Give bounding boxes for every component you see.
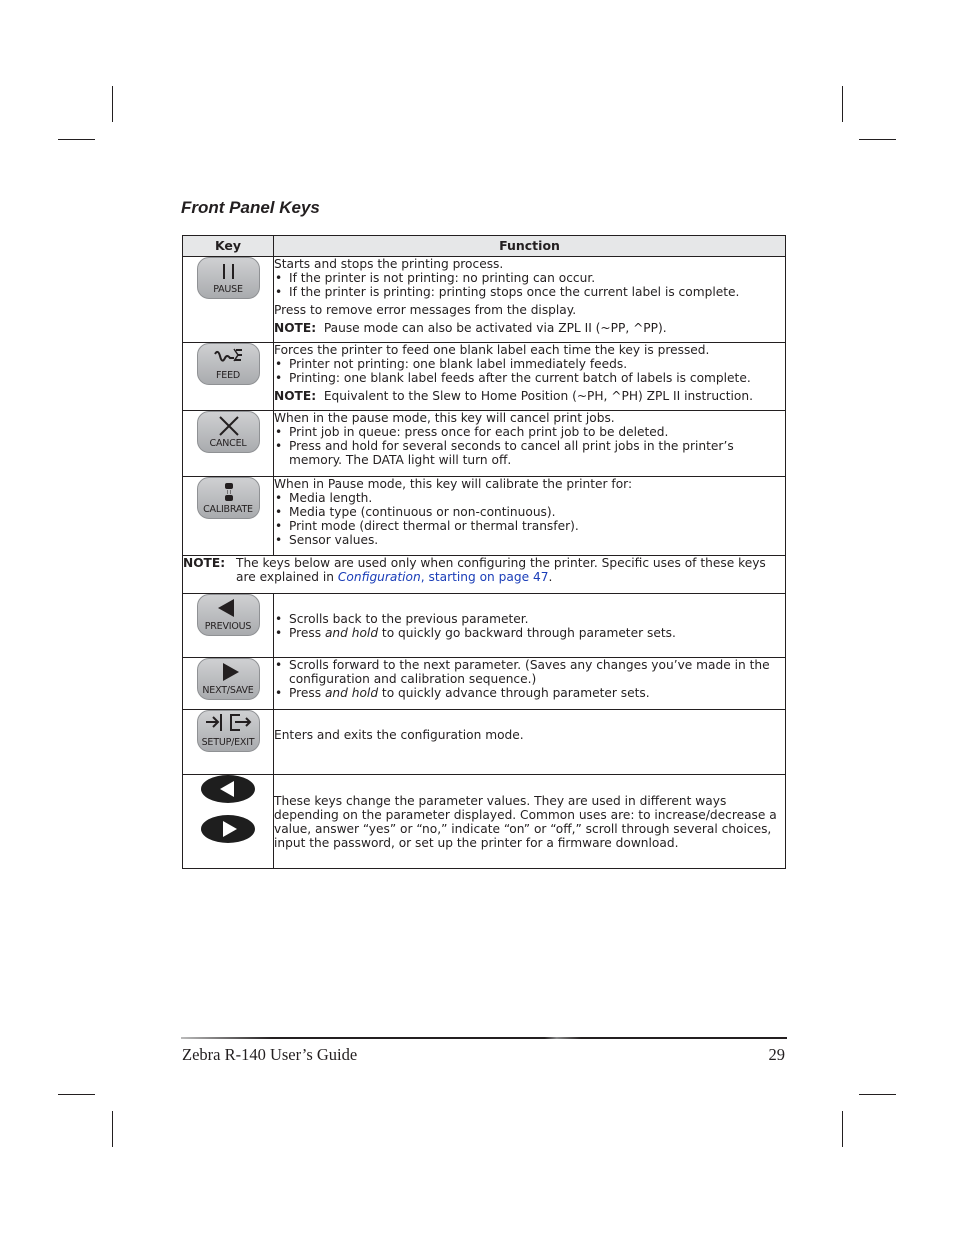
emphasis: and hold <box>324 686 379 700</box>
key-cell <box>183 658 274 710</box>
table-row-setup-exit <box>183 710 786 775</box>
table-row-previous <box>183 594 786 658</box>
footer-rule <box>181 1037 787 1039</box>
key-cell <box>183 775 274 869</box>
table-row-calibrate <box>183 477 786 556</box>
key-cell <box>183 257 274 343</box>
key-cell <box>183 343 274 411</box>
key-label: CALIBRATE <box>203 504 253 515</box>
note-text: The keys below are used only when configuring the printer. Specific uses of these keys are explained in <box>236 556 766 584</box>
crop-mark <box>58 139 95 140</box>
link-italic: Configuration <box>337 570 421 584</box>
list-item: • Media type (continuous or non-continuous). <box>274 505 785 519</box>
bullet-list <box>274 612 785 640</box>
crop-mark <box>859 1094 896 1095</box>
key-cell <box>183 710 274 775</box>
key-label: CANCEL <box>209 438 247 449</box>
function-intro: Starts and stops the printing process. <box>274 257 504 271</box>
key-cell <box>183 477 274 556</box>
function-cell <box>274 710 786 775</box>
function-cell <box>274 658 786 710</box>
note-text: Equivalent to the Slew to Home Position (~PH, ^PH) ZPL II instruction. <box>323 389 753 403</box>
crop-mark <box>58 1094 95 1095</box>
list-item <box>274 686 785 700</box>
key-label: SETUP/EXIT <box>201 737 255 748</box>
list-item: • Media length. <box>274 491 785 505</box>
list-item: • Scrolls forward to the next parameter. (Saves any changes you’ve made in the configuration and calibration sequence.) <box>274 658 785 686</box>
link-rest: , starting on page 47 <box>420 570 549 584</box>
note-text-end: . <box>548 570 553 584</box>
note-label: NOTE: <box>183 556 226 570</box>
setup-exit-key[interactable] <box>197 710 260 752</box>
list-item: • If the printer is not printing: no printing can occur. <box>274 271 785 285</box>
previous-key[interactable] <box>197 594 260 636</box>
list-item: • Print job in queue: press once for each print job to be deleted. <box>274 425 785 439</box>
next-save-key[interactable] <box>197 658 260 700</box>
section-title: Front Panel Keys <box>181 198 320 217</box>
list-item <box>274 626 785 640</box>
key-label: FEED <box>216 370 240 381</box>
list-item: • Sensor values. <box>274 533 785 547</box>
text: to quickly go backward through parameter sets. <box>378 625 676 640</box>
function-cell <box>274 775 786 869</box>
function-text: These keys change the parameter values. They are used in different ways depending on the parameter displayed. Common uses are: to increase/decrease a value, answer “yes” or “no,” indicate “on” or “off,” scroll through several choices, input the password, or set up the printer for a firmware download. <box>274 793 777 850</box>
footer-guide-title: Zebra R-140 User’s Guide <box>182 1045 358 1064</box>
crop-mark <box>842 1111 843 1147</box>
note <box>274 321 785 335</box>
key-label: PREVIOUS <box>204 621 252 632</box>
left-arrow-key[interactable] <box>201 775 255 803</box>
text: to quickly advance through parameter sets. <box>378 686 650 700</box>
feed-key[interactable] <box>197 343 260 385</box>
note-label: NOTE: <box>274 389 317 403</box>
column-header-key: Key <box>183 236 274 257</box>
table-row-cancel <box>183 411 786 477</box>
table-row-feed <box>183 343 786 411</box>
note-body <box>236 556 785 584</box>
config-note <box>183 556 785 584</box>
note <box>274 389 785 403</box>
key-label: NEXT/SAVE <box>202 685 254 696</box>
key-cell <box>183 411 274 477</box>
text: Press <box>289 686 325 700</box>
list-item: • Press and hold for several seconds to cancel all print jobs in the printer’s memory. The DATA light will turn off. <box>274 439 785 467</box>
bullet-list <box>274 425 785 467</box>
function-cell <box>274 477 786 556</box>
table-row-next-save <box>183 658 786 710</box>
emphasis: and hold <box>324 625 379 640</box>
page-number: 29 <box>768 1045 785 1064</box>
key-label: PAUSE <box>213 284 243 295</box>
bullet-list <box>274 271 785 299</box>
pause-key[interactable] <box>197 257 260 299</box>
function-intro: When in the pause mode, this key will cancel print jobs. <box>274 411 615 425</box>
note-label: NOTE: <box>274 321 317 335</box>
text: Press <box>289 625 325 640</box>
configuration-link[interactable] <box>338 570 549 584</box>
list-item: • If the printer is printing: printing stops once the current label is complete. <box>274 285 785 299</box>
crop-mark <box>112 1111 113 1147</box>
function-intro: Forces the printer to feed one blank label each time the key is pressed. <box>274 343 710 357</box>
list-item: • Print mode (direct thermal or thermal transfer). <box>274 519 785 533</box>
function-text: Enters and exits the configuration mode. <box>274 728 524 742</box>
function-cell <box>274 594 786 658</box>
table-header-row <box>183 236 786 257</box>
calibrate-key[interactable] <box>197 477 260 519</box>
front-panel-keys-table <box>182 235 786 869</box>
bullet-list <box>274 491 785 547</box>
crop-mark <box>859 139 896 140</box>
cancel-key[interactable] <box>197 411 260 453</box>
crop-mark <box>842 86 843 122</box>
column-header-function: Function <box>274 236 786 257</box>
note-cell <box>183 556 786 594</box>
function-cell <box>274 411 786 477</box>
function-cell <box>274 257 786 343</box>
table-row-pause <box>183 257 786 343</box>
table-row-arrows <box>183 775 786 869</box>
list-item: • Printing: one blank label feeds after the current batch of labels is complete. <box>274 371 785 385</box>
list-item: • Scrolls back to the previous parameter. <box>274 612 785 626</box>
function-extra: Press to remove error messages from the display. <box>274 303 577 317</box>
note-text: Pause mode can also be activated via ZPL II (~PP, ^PP). <box>323 321 667 335</box>
key-cell <box>183 594 274 658</box>
bullet-list <box>274 658 785 700</box>
list-item: • Printer not printing: one blank label immediately feeds. <box>274 357 785 371</box>
right-arrow-key[interactable] <box>201 815 255 843</box>
crop-mark <box>112 86 113 122</box>
function-cell <box>274 343 786 411</box>
table-row-config-note <box>183 556 786 594</box>
bullet-list <box>274 357 785 385</box>
function-intro: When in Pause mode, this key will calibrate the printer for: <box>274 477 633 491</box>
